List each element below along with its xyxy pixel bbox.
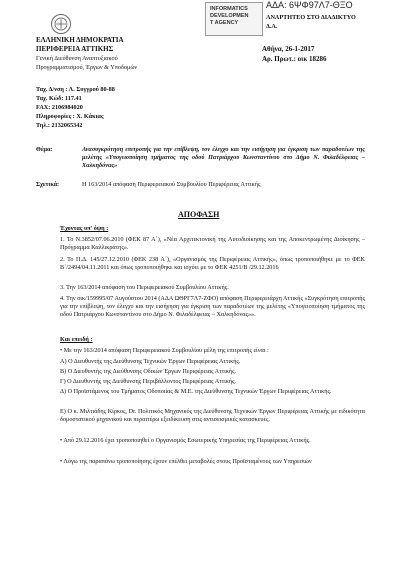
sender-line-2: ΠΕΡΙΦΕΡΕΙΑ ΑΤΤΙΚΗΣ xyxy=(36,45,114,53)
since-item: Ε) Ο κ. Μιλτιάδης Κίρκος, Dr. Πολιτικός Μηχανικός της Διεύθυνσης Τεχνικών Έργων Περιφέρειας Αττικής με ειδικότητα δομοστατικού μηχανικού και περαιτέρω εξειδίκευση στις αντισεισμικές κατασκευές. xyxy=(60,408,365,423)
sender-line-4: Προγραμματισμού, Έργων & Υποδομών xyxy=(36,64,138,71)
related-label: Σχετικά: xyxy=(36,181,60,188)
consideration-item: 1. Το Ν.3852/07.06.2010 (ΦΕΚ 87 Α΄), «Νέα Αρχιτεκτονική της Αυτοδιοίκησης και της Αποκεντρωμένης Διοίκησης – Πρόγραμμα Καλλικράτης». xyxy=(60,236,365,251)
sender-line-1: ΕΛΛΗΝΙΚΗ ΔΗΜΟΚΡΑΤΙΑ xyxy=(36,36,124,44)
related-text: Η 163/2014 απόφαση Περιφερειακού Συμβουλίου Περιφέρειας Αττικής xyxy=(82,181,261,188)
since-item: Γ) Ο Διευθυντής της Διεύθυνσης Περιβάλλοντος Περιφέρειας Αττικής. xyxy=(60,378,237,385)
contact-address: Ταχ. Δ/νση : Λ. Συγγρού 80-88 xyxy=(36,86,115,93)
since-item: • Λόγω της παραπάνω τροποποίησης έχουν επέλθει μεταβολές στους Προϊσταμένους των Υπηρεσιών xyxy=(60,458,312,465)
contact-phone: Τηλ.: 2132065342 xyxy=(36,122,83,129)
since-item: Δ) Ο Προϊστάμενος του Τμήματος Οδοποιίας & Μ.Ε. της Διεύθυνσης Τεχνικών Έργων Περιφέρειας Αττικής. xyxy=(60,388,332,395)
ada-code: ΑΔΑ: 6ΨΦ97Λ7-ΘΞΟ xyxy=(266,0,353,10)
document-date: Αθήνα, 26-1-2017 xyxy=(262,45,315,53)
since-item: • Από 29.12.2016 έχει τροποποιηθεί ο Οργανισμός Εσωτερικής Υπηρεσίας της Περιφέρειας Αττικής. xyxy=(60,437,311,444)
protocol-number: Αρ. Πρωτ.: οικ 18286 xyxy=(262,55,327,63)
since-item: Β) Ο Διευθυντής της Διεύθυνσης Οδικών Έργων Περιφέρειας Αττικής. xyxy=(60,368,237,375)
contact-info: Πληροφορίες : Χ. Κάκιας xyxy=(36,113,104,120)
stamp-line: INFORMATICS xyxy=(210,6,248,12)
since-item: • Με την 163/2014 απόφαση Περιφερειακού Συμβουλίου μέλη της επιτροπής είναι : xyxy=(60,347,269,354)
decision-title: ΑΠΟΦΑΣΗ xyxy=(178,210,220,219)
stamp-line: T AGENCY xyxy=(210,20,239,26)
since-item: Α) Ο Διευθυντής της Διεύθυνσης Τεχνικών Έργων Περιφέρειας Αττικής. xyxy=(60,358,241,365)
posted-label: ΑΝΑΡΤΗΤΕΟ ΣΤΟ ΔΙΑΔΙΚΤΥΟ xyxy=(266,14,356,21)
contact-postcode: Ταχ. Κώδ: 117.41 xyxy=(36,95,82,102)
since-label: Και επειδή : xyxy=(60,336,93,343)
consideration-item: 3. Την 163/2014 απόφαση του Περιφερειακού Συμβουλίου Αττικής. xyxy=(60,284,229,291)
contact-fax: FAX: 2106984020 xyxy=(36,104,83,111)
considering-label: Έχοντας υπ' όψη : xyxy=(60,225,109,232)
consideration-item: 4. Την οικ/159995/07 Αυγούστου 2014 (ΑΔΑ ΩΘΡΓ7Λ7-ΖΦΟ) απόφαση Περιφερειάρχη Αττικής «Συγκρότηση επιτροπής για την επίβλεψη, τον έλεγχο και την εισήγηση για έγκριση των παραδοτέων της μελέτης «Υπογειοποίηση τμήματος της οδού Πατριάρχου Κωνσταντίνου στο Δήμο Ν. Φιλαδέλφειας – Χαλκηδόνας»». xyxy=(60,295,365,318)
informatics-stamp xyxy=(205,2,263,36)
sender-line-3: Γενική Διεύθυνση Αναπτυξιακού xyxy=(36,55,118,62)
greek-emblem-icon xyxy=(51,14,71,34)
posted-sub: Δ.Α. xyxy=(266,23,278,30)
stamp-line: DEVELOPMEN xyxy=(210,13,249,19)
subject-label: Θέμα: xyxy=(36,146,53,153)
subject-text: Ανασυγκρότηση επιτροπής για την επίβλεψη, τον έλεγχο και την εισήγηση για έγκριση των παραδοτέων της μελέτης «Υπογειοποίηση τμήματος της οδού Πατριάρχου Κωνσταντίνου στο Δήμο Ν. Φιλαδέλφειας – Χαλκηδόνας» xyxy=(82,146,365,169)
consideration-item: 2. Το Π.Δ. 145/27.12.2010 (ΦΕΚ 238 Α΄), «Οργανισμός της Περιφέρειας Αττικής», όπως τροποποιήθηκε με το ΦΕΚ Β΄/2494/04.11.2011 και όπως τροποποιήθηκε και ισχύει με το ΦΕΚ 4251/Β /29.12.2016 xyxy=(60,256,365,271)
